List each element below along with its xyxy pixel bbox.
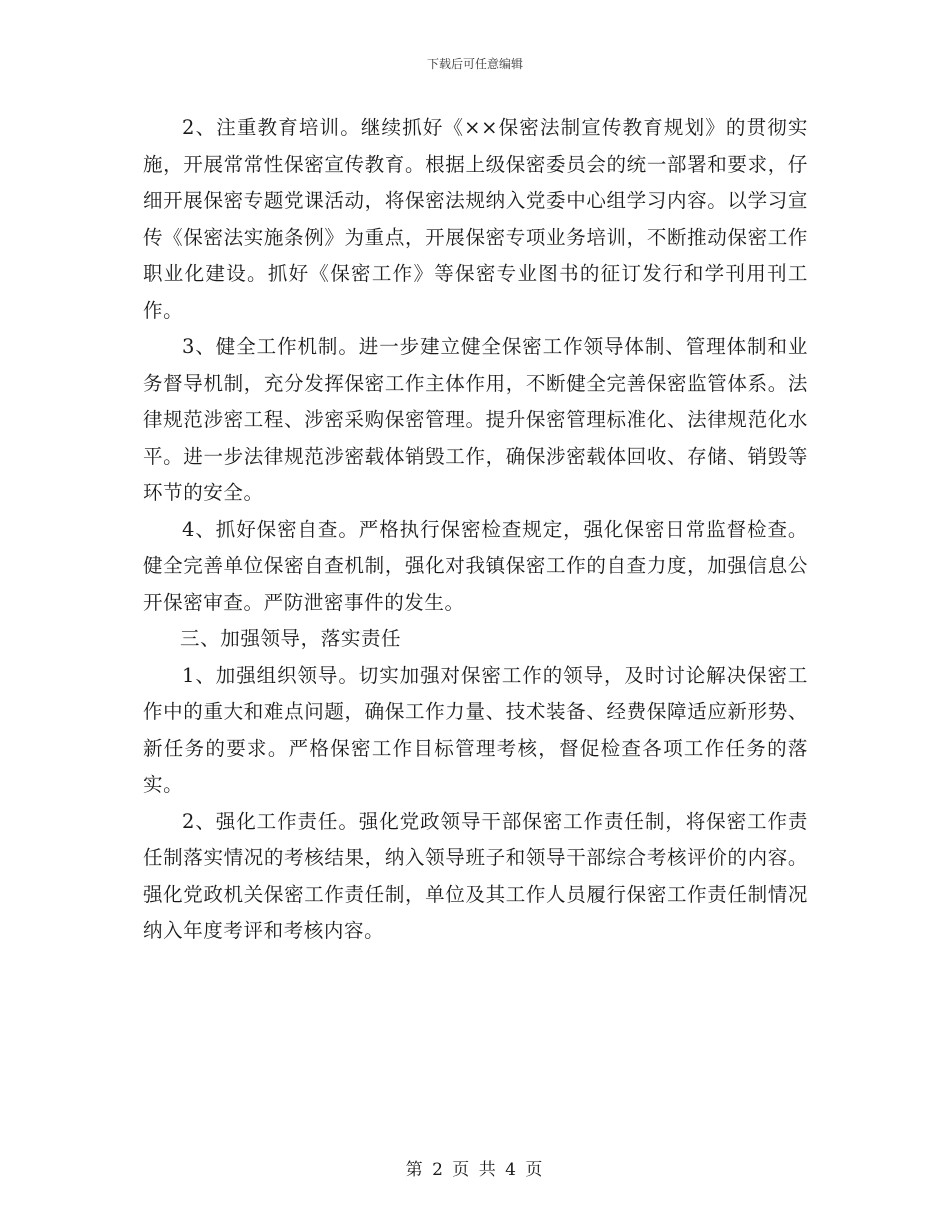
page-header: 下载后可任意编辑: [426, 57, 523, 71]
paragraph-organizational-leadership: 1、加强组织领导。切实加强对保密工作的领导，及时讨论解决保密工作中的重大和难点问题，确保工作力量、技术装备、经费保障适应新形势、新任务的要求。严格保密工作目标管理考核，督促检查各项工作任务的落实。: [143, 663, 808, 796]
paragraph-education-training: 2、注重教育培训。继续抓好《××保密法制宣传教育规划》的贯彻实施，开展常常性保密宣传教育。根据上级保密委员会的统一部署和要求，仔细开展保密专题党课活动，将保密法规纳入党委中心组学习内容。以学习宣传《保密法实施条例》为重点，开展保密专项业务培训，不断推动保密工作职业化建设。抓好《保密工作》等保密专业图书的征订发行和学刊用刊工作。: [143, 116, 808, 322]
paragraph-work-responsibility: 2、强化工作责任。强化党政领导干部保密工作责任制，将保密工作责任制落实情况的考核结果，纳入领导班子和领导干部综合考核评价的内容。强化党政机关保密工作责任制，单位及其工作人员履行保密工作责任制情况纳入年度考评和考核内容。: [143, 809, 808, 942]
document-body: [143, 110, 808, 950]
section-heading-leadership: 三、加强领导，落实责任: [180, 627, 402, 650]
paragraph-self-inspection: 4、抓好保密自查。严格执行保密检查规定，强化保密日常监督检查。健全完善单位保密自查机制，强化对我镇保密工作的自查力度，加强信息公开保密审查。严防泄密事件的发生。: [143, 517, 808, 614]
page-number-footer: 第 2 页 共 4 页: [405, 1160, 545, 1180]
paragraph-work-mechanism: 3、健全工作机制。进一步建立健全保密工作领导体制、管理体制和业务督导机制，充分发挥保密工作主体作用，不断健全完善保密监管体系。法律规范涉密工程、涉密采购保密管理。提升保密管理标准化、法律规范化水平。进一步法律规范涉密载体销毁工作，确保涉密载体回收、存储、销毁等环节的安全。: [143, 335, 808, 504]
